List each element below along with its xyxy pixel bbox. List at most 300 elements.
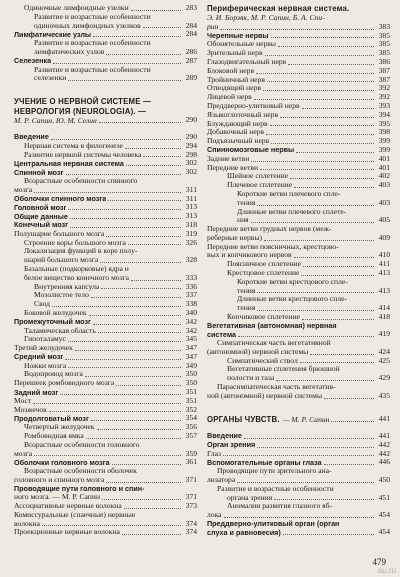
toc-entry-title: Развитие и возрастные особенности bbox=[34, 39, 151, 48]
toc-entry bbox=[14, 300, 197, 309]
toc-entry bbox=[207, 467, 390, 476]
toc-dot-leader bbox=[65, 359, 181, 360]
toc-entry-title: Крестцовое сплетение bbox=[227, 269, 300, 278]
toc-entry-title: система bbox=[207, 330, 237, 339]
toc-dot-leader bbox=[68, 209, 181, 210]
toc-entry-title: ной (автономной) нервной системы bbox=[207, 391, 323, 400]
toc-entry bbox=[14, 39, 197, 48]
toc-dot-leader bbox=[112, 464, 181, 465]
toc-dot-leader bbox=[143, 27, 181, 28]
toc-dot-leader bbox=[271, 143, 374, 144]
toc-dot-leader bbox=[86, 438, 181, 439]
toc-entry bbox=[14, 511, 197, 520]
toc-entry bbox=[14, 66, 197, 75]
toc-entry-title: Короткие ветви крестцового спле- bbox=[237, 277, 348, 286]
section-author-page: 290 bbox=[185, 115, 197, 125]
toc-dot-leader bbox=[274, 499, 374, 500]
toc-entry-page: 429 bbox=[378, 373, 390, 383]
toc-dot-leader bbox=[125, 148, 181, 149]
toc-entry bbox=[14, 335, 197, 344]
toc-entry-page: 403 bbox=[378, 197, 390, 207]
toc-dot-leader bbox=[276, 380, 374, 381]
toc-dot-leader bbox=[278, 46, 374, 47]
toc-entry bbox=[14, 476, 197, 485]
toc-dot-leader bbox=[100, 262, 181, 263]
toc-entry bbox=[14, 502, 197, 511]
toc-dot-leader bbox=[122, 534, 181, 535]
toc-entry-page: 350 bbox=[185, 378, 197, 388]
toc-dot-leader bbox=[302, 108, 374, 109]
toc-entry bbox=[207, 181, 390, 190]
toc-entry bbox=[207, 432, 390, 441]
toc-entry-page: 318 bbox=[185, 219, 197, 229]
toc-dot-leader bbox=[238, 336, 374, 337]
toc-entry bbox=[207, 348, 390, 357]
toc-entry-title: Длинные ветви плечевого сплете- bbox=[237, 207, 347, 216]
toc-entry-page: 454 bbox=[378, 527, 390, 537]
toc-entry-page: 319 bbox=[185, 228, 197, 238]
toc-entry-title: Средний мозг bbox=[14, 353, 64, 362]
toc-entry-page: 351 bbox=[185, 387, 197, 397]
toc-entry-title: Передние ветви bbox=[207, 163, 259, 172]
toc-dot-leader bbox=[302, 319, 374, 320]
toc-entry-title: Тройничный нерв bbox=[207, 75, 265, 84]
toc-entry bbox=[14, 230, 197, 239]
toc-entry-title: Блоковой нерв bbox=[207, 66, 255, 75]
toc-entry bbox=[207, 528, 390, 537]
toc-entry-page: 311 bbox=[185, 184, 197, 194]
toc-dot-leader bbox=[131, 10, 181, 11]
toc-entry-page: 385 bbox=[378, 39, 390, 49]
toc-entry-page: 387 bbox=[378, 74, 390, 84]
toc-entry-title: Длинные ветви крестцового спле- bbox=[237, 295, 347, 304]
toc-entry-page: 451 bbox=[378, 492, 390, 502]
toc-entry bbox=[207, 365, 390, 374]
toc-dot-leader bbox=[280, 117, 374, 118]
toc-entry-page: 395 bbox=[378, 118, 390, 128]
toc-entry-title: Мост bbox=[14, 396, 32, 405]
section-author-line bbox=[14, 116, 197, 125]
toc-entry bbox=[207, 251, 390, 260]
toc-entry bbox=[14, 203, 197, 212]
toc-entry bbox=[14, 186, 197, 195]
toc-entry-title: головного и спинного мозга bbox=[14, 476, 105, 485]
toc-entry bbox=[207, 208, 390, 217]
toc-entry-title: Поясничное сплетение bbox=[227, 260, 301, 269]
peripheral-authors: Э. И. Борзяк, М. Р. Сапин, Б. А. Спи- bbox=[207, 13, 325, 23]
toc-dot-leader bbox=[263, 90, 374, 91]
toc-entry-page: 328 bbox=[185, 255, 197, 265]
toc-entry-title: Конечный мозг bbox=[14, 221, 69, 230]
toc-entry-title: мозга bbox=[14, 449, 33, 458]
toc-entry-page: 386 bbox=[378, 56, 390, 66]
toc-entry bbox=[14, 493, 197, 502]
toc-entry bbox=[14, 30, 197, 39]
toc-entry-page: 450 bbox=[378, 474, 390, 484]
right-column bbox=[207, 4, 390, 537]
toc-entry-title: Гипоталамус bbox=[24, 335, 66, 344]
toc-entry-title: тения bbox=[237, 198, 256, 207]
toc-entry bbox=[14, 318, 197, 327]
toc-entry-title: мозга bbox=[14, 185, 33, 194]
toc-entry bbox=[14, 291, 197, 300]
toc-entry-page: 409 bbox=[378, 232, 390, 242]
toc-entry-title: Строение коры большого мозга bbox=[24, 238, 126, 247]
toc-entry-page: 454 bbox=[378, 510, 390, 520]
toc-entry bbox=[207, 322, 390, 330]
toc-entry-page: 350 bbox=[185, 369, 197, 379]
toc-entry-page: 410 bbox=[378, 250, 390, 260]
toc-entry-title: Базальные (подкорковые) ядра и bbox=[24, 264, 129, 273]
toc-entry bbox=[207, 137, 390, 146]
toc-entry bbox=[14, 309, 197, 318]
toc-entry-page: 336 bbox=[185, 281, 197, 291]
toc-entry-title: Головной мозг bbox=[14, 203, 67, 212]
toc-entry-title: Третий желудочек bbox=[14, 344, 73, 353]
toc-entry-page: 393 bbox=[378, 100, 390, 110]
toc-dot-leader bbox=[60, 394, 181, 395]
toc-dot-leader bbox=[68, 367, 181, 368]
toc-entry bbox=[207, 304, 390, 313]
toc-entry-title: Глазодвигательный нерв bbox=[207, 57, 287, 66]
toc-entry-page: 413 bbox=[378, 285, 390, 295]
toc-dot-leader bbox=[116, 385, 181, 386]
peripheral-authors-line2 bbox=[207, 22, 390, 31]
toc-entry bbox=[207, 441, 390, 450]
section-title-neurology-line2: НЕВРОЛОГИЯ (NEUROLOGIA). — bbox=[14, 106, 147, 116]
toc-dot-leader bbox=[52, 306, 181, 307]
toc-entry-title: Продолговатый мозг bbox=[14, 414, 89, 423]
toc-dot-leader bbox=[102, 499, 181, 500]
toc-dot-leader bbox=[93, 36, 181, 37]
toc-entry-page: 425 bbox=[378, 355, 390, 365]
toc-entry-page: 398 bbox=[378, 127, 390, 137]
toc-dot-leader bbox=[108, 200, 181, 201]
toc-entry bbox=[207, 269, 390, 278]
toc-entry-title: Симпатический ствол bbox=[227, 356, 298, 365]
toc-entry-page: 357 bbox=[185, 431, 197, 441]
senses-author: — М. Р. Сапин bbox=[282, 414, 330, 424]
toc-entry bbox=[14, 239, 197, 248]
toc-entry bbox=[207, 172, 390, 181]
toc-dot-leader bbox=[68, 341, 181, 342]
toc-entry bbox=[207, 76, 390, 85]
toc-dot-leader bbox=[257, 310, 374, 311]
toc-entry-title: Водопровод мозга bbox=[24, 370, 83, 379]
toc-dot-leader bbox=[251, 161, 374, 162]
toc-entry bbox=[207, 450, 390, 459]
toc-entry-page: 402 bbox=[378, 171, 390, 181]
toc-entry bbox=[14, 57, 197, 66]
toc-dot-leader bbox=[256, 73, 374, 74]
toc-entry-page: 413 bbox=[378, 268, 390, 278]
toc-entry bbox=[207, 339, 390, 348]
toc-entry bbox=[14, 414, 197, 423]
toc-dot-leader bbox=[101, 288, 181, 289]
toc-entry-title: селезенки bbox=[34, 74, 67, 83]
toc-entry-page: 371 bbox=[185, 475, 197, 485]
toc-entry bbox=[207, 260, 390, 269]
toc-dot-leader bbox=[254, 99, 374, 100]
toc-dot-leader bbox=[266, 134, 374, 135]
toc-entry-title: Задние ветви bbox=[207, 154, 250, 163]
toc-entry-title: Введение bbox=[14, 133, 49, 142]
toc-entry-page: 371 bbox=[185, 492, 197, 502]
toc-entry-title: Проводящие пути головного и спин- bbox=[14, 484, 145, 493]
toc-entry bbox=[207, 295, 390, 304]
toc-entry-page: 359 bbox=[185, 448, 197, 458]
toc-dot-leader bbox=[143, 156, 181, 157]
toc-entry bbox=[207, 225, 390, 234]
toc-dot-leader bbox=[251, 222, 374, 223]
toc-entry bbox=[207, 58, 390, 67]
toc-entry-title: Вегетативные сплетения брюшной bbox=[227, 365, 340, 374]
toc-entry-title: Глаз bbox=[207, 449, 221, 458]
toc-entry bbox=[207, 383, 390, 392]
toc-entry-page: 311 bbox=[185, 193, 197, 203]
toc-dot-leader bbox=[324, 398, 374, 399]
toc-entry bbox=[14, 13, 197, 22]
peripheral-page: 383 bbox=[378, 21, 390, 31]
toc-entry-page: 385 bbox=[378, 48, 390, 58]
toc-dot-leader bbox=[34, 192, 181, 193]
toc-entry-title: Шейное сплетение bbox=[227, 172, 289, 181]
toc-dot-leader bbox=[70, 218, 181, 219]
toc-entry-title: Оболочки спинного мозга bbox=[14, 195, 107, 203]
toc-entry bbox=[14, 370, 197, 379]
toc-entry bbox=[207, 111, 390, 120]
toc-dot-leader bbox=[128, 244, 181, 245]
toc-entry bbox=[14, 406, 197, 415]
toc-entry-page: 289 bbox=[185, 73, 197, 83]
left-entries-top bbox=[14, 4, 197, 83]
toc-entry bbox=[14, 22, 197, 31]
toc-entry-title: реберные нервы) bbox=[207, 233, 262, 242]
toc-entry bbox=[207, 146, 390, 155]
toc-entry bbox=[14, 159, 197, 168]
toc-entry bbox=[14, 4, 197, 13]
toc-entry-title: Проводящие пути зрительного ана- bbox=[217, 467, 332, 476]
toc-entry-title: Комиссуральные (спаечные) нервные bbox=[14, 510, 136, 519]
toc-entry-title: Нервная система в филогенезе bbox=[24, 141, 123, 150]
toc-entry-page: 340 bbox=[185, 307, 197, 317]
toc-entry bbox=[207, 120, 390, 129]
toc-entry bbox=[14, 520, 197, 529]
toc-dot-leader bbox=[296, 152, 374, 153]
toc-entry-page: 356 bbox=[185, 422, 197, 432]
toc-entry-title: Возрастные особенности оболочек bbox=[24, 467, 137, 476]
toc-entry bbox=[207, 476, 390, 485]
toc-entry bbox=[207, 357, 390, 366]
toc-entry-title: Обонятельные нервы bbox=[207, 40, 276, 49]
toc-entry-page: 418 bbox=[378, 312, 390, 322]
toc-entry bbox=[207, 502, 390, 511]
toc-entry-title: Задний мозг bbox=[14, 388, 59, 397]
section-title-neurology-line1: УЧЕНИЕ О НЕРВНОЙ СИСТЕМЕ — bbox=[14, 97, 151, 107]
toc-dot-leader bbox=[310, 354, 374, 355]
toc-entry-page: 338 bbox=[185, 299, 197, 309]
toc-dot-leader bbox=[33, 403, 181, 404]
toc-entry bbox=[207, 243, 390, 252]
toc-entry bbox=[14, 212, 197, 221]
toc-dot-leader bbox=[288, 64, 374, 65]
toc-entry-title: Черепные нервы bbox=[207, 32, 269, 41]
toc-entry bbox=[207, 287, 390, 296]
toc-entry bbox=[207, 458, 390, 467]
toc-entry-page: 342 bbox=[185, 325, 197, 335]
toc-entry-title: Ромбовидная ямка bbox=[24, 432, 84, 441]
toc-dot-leader bbox=[124, 508, 181, 509]
toc-entry-title: лизатора bbox=[207, 475, 236, 484]
toc-dot-leader bbox=[257, 292, 374, 293]
right-entries-nerves bbox=[207, 32, 390, 401]
toc-dot-leader bbox=[49, 411, 181, 412]
toc-entry bbox=[14, 265, 197, 274]
toc-entry-page: 401 bbox=[378, 162, 390, 172]
toc-dot-leader bbox=[257, 205, 374, 206]
toc-entry-page: 442 bbox=[378, 439, 390, 449]
toc-dot-leader bbox=[106, 236, 181, 237]
watermark: au.ru bbox=[377, 566, 396, 575]
toc-entry-page: 347 bbox=[185, 351, 197, 361]
toc-entry-title: Центральная нервная система bbox=[14, 159, 124, 168]
toc-entry-title: Оболочки головного мозга bbox=[14, 458, 110, 467]
toc-entry-title: Симпатическая часть вегетативной bbox=[217, 339, 331, 347]
toc-entry-title: Четвертый желудочек bbox=[24, 423, 95, 432]
toc-dot-leader bbox=[290, 178, 374, 179]
toc-entry-title: Локализация функций в коре полу- bbox=[24, 247, 138, 256]
toc-entry bbox=[14, 74, 197, 83]
toc-dot-leader bbox=[68, 80, 181, 81]
toc-entry-title: Перешеек ромбовидного мозга bbox=[14, 379, 115, 388]
toc-entry bbox=[14, 177, 197, 186]
toc-entry-page: 326 bbox=[185, 237, 197, 247]
toc-entry-page: 414 bbox=[378, 303, 390, 313]
toc-dot-leader bbox=[324, 464, 374, 465]
toc-entry-page: 313 bbox=[185, 211, 197, 221]
toc-entry-title: Зрительный нерв bbox=[207, 49, 263, 58]
peripheral-authors-2: рин bbox=[207, 22, 219, 32]
toc-entry bbox=[207, 511, 390, 520]
right-entries-senses bbox=[207, 432, 390, 537]
toc-dot-leader bbox=[51, 139, 181, 140]
page-number: 479 bbox=[372, 557, 386, 567]
toc-entry-title: Ножки мозга bbox=[24, 361, 67, 370]
toc-dot-leader bbox=[294, 187, 374, 188]
toc-entry-page: 403 bbox=[378, 180, 390, 190]
left-entries-main bbox=[14, 133, 197, 537]
toc-entry bbox=[207, 485, 390, 494]
left-column bbox=[14, 4, 197, 537]
toc-entry bbox=[14, 256, 197, 265]
toc-dot-leader bbox=[70, 227, 181, 228]
toc-entry-page: 347 bbox=[185, 343, 197, 353]
toc-entry bbox=[207, 234, 390, 243]
toc-entry-title: тения bbox=[237, 304, 256, 313]
section-author: М. Р. Сапин, Ю. М. Селин bbox=[14, 115, 97, 125]
peripheral-title: Периферическая нервная система. bbox=[207, 4, 350, 13]
toc-dot-leader bbox=[93, 324, 181, 325]
toc-entry bbox=[14, 388, 197, 397]
toc-entry-title: Спинной мозг bbox=[14, 168, 64, 177]
toc-entry-title: Свод bbox=[34, 300, 51, 309]
toc-entry bbox=[14, 274, 197, 283]
toc-entry-title: ного мозга. — М. Р. Сапин bbox=[14, 493, 101, 502]
toc-entry-page: 345 bbox=[185, 334, 197, 344]
toc-entry-page: 298 bbox=[185, 149, 197, 159]
senses-section-line bbox=[207, 415, 390, 424]
toc-entry-page: 349 bbox=[185, 360, 197, 370]
toc-entry bbox=[207, 49, 390, 58]
toc-dot-leader bbox=[260, 169, 374, 170]
toc-entry bbox=[207, 494, 390, 503]
toc-entry-page: 435 bbox=[378, 390, 390, 400]
toc-entry-title: Аномалии развития глазного яб- bbox=[227, 502, 333, 511]
toc-entry bbox=[14, 423, 197, 432]
toc-entry bbox=[207, 216, 390, 225]
toc-entry bbox=[14, 441, 197, 450]
toc-entry bbox=[207, 40, 390, 49]
toc-dot-leader bbox=[294, 257, 374, 258]
senses-page: 441 bbox=[378, 414, 390, 424]
toc-entry-title: Передние ветви поясничных, крестцово- bbox=[207, 242, 339, 251]
toc-entry-title: Добавочный нерв bbox=[207, 128, 265, 137]
toc-entry-page: 313 bbox=[185, 202, 197, 212]
toc-dot-leader bbox=[126, 165, 181, 166]
toc-dot-leader bbox=[271, 37, 374, 38]
senses-title: ОРГАНЫ ЧУВСТВ. bbox=[207, 414, 280, 424]
toc-entry bbox=[14, 450, 197, 459]
toc-entry-title: Ассоциативные нервные волокна bbox=[14, 501, 122, 510]
toc-entry-page: 419 bbox=[378, 329, 390, 339]
toc-entry-page: 401 bbox=[378, 153, 390, 163]
toc-entry bbox=[14, 528, 197, 537]
toc-entry-title: (автономной) нервной системы bbox=[207, 347, 309, 356]
toc-entry-title: Блуждающий нерв bbox=[207, 119, 268, 128]
toc-dot-leader bbox=[106, 54, 181, 55]
toc-entry bbox=[207, 155, 390, 164]
toc-entry-title: волокна bbox=[14, 519, 40, 528]
toc-entry-page: 287 bbox=[185, 55, 197, 65]
toc-entry bbox=[207, 278, 390, 287]
toc-dot-leader bbox=[301, 275, 374, 276]
toc-dot-leader bbox=[98, 332, 181, 333]
toc-entry bbox=[14, 195, 197, 204]
toc-entry bbox=[207, 128, 390, 137]
toc-entry-title: Отводящий нерв bbox=[207, 84, 261, 93]
toc-entry-title: вых и копчикового нервов bbox=[207, 251, 292, 260]
toc-entry-page: 442 bbox=[378, 448, 390, 458]
toc-entry-title: Языкоглоточный нерв bbox=[207, 110, 279, 119]
toc-entry bbox=[14, 432, 197, 441]
toc-entry-page: 399 bbox=[378, 144, 390, 154]
toc-entry-title: Внутренняя капсула bbox=[34, 282, 100, 291]
toc-dot-leader bbox=[244, 438, 374, 439]
toc-dot-leader bbox=[303, 266, 374, 267]
toc-entry-page: 294 bbox=[185, 140, 197, 150]
toc-entry bbox=[207, 199, 390, 208]
toc-dot-leader bbox=[75, 350, 181, 351]
toc-entry-title: Проекционные нервные волокна bbox=[14, 528, 120, 537]
toc-entry bbox=[14, 379, 197, 388]
toc-dot-leader bbox=[42, 525, 181, 526]
toc-entry-title: Подъязычный нерв bbox=[207, 137, 270, 146]
toc-entry-page: 290 bbox=[185, 131, 197, 141]
toc-entry-title: Общие данные bbox=[14, 212, 68, 221]
toc-dot-leader bbox=[257, 447, 374, 448]
toc-dot-leader bbox=[267, 81, 374, 82]
toc-dot-leader bbox=[34, 455, 181, 456]
